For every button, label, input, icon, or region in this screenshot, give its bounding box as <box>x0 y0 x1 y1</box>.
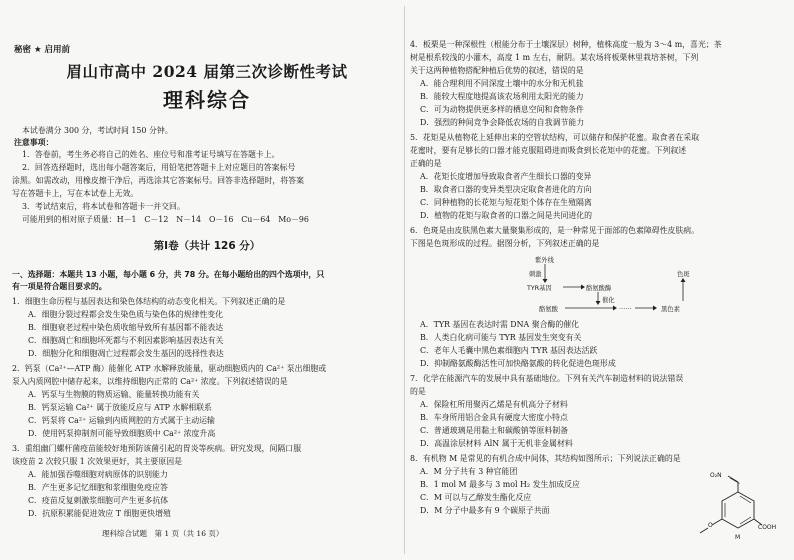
option-b: B．产生更多记忆细胞和浆细胞免疫应答 <box>28 483 168 492</box>
option-c: C．可为动物提供更多样的栖息空间和食物条件 <box>420 105 584 114</box>
mc-instructions: 有一项是符合题目要求的。 <box>12 282 107 291</box>
left-column <box>12 0 402 560</box>
notes-title: 注意事项： <box>14 138 54 147</box>
question-2-stem: 泵入内质网腔中储存起来，以维持细胞内正常的 Ca²⁺ 浓度。下列叙述错误的是 <box>12 377 288 386</box>
option-a: A．钙泵与生物膜的物质运输、能量转换功能有关 <box>28 390 200 399</box>
option-b: B．能较大程度地提高该农场利用太阳光的能力 <box>420 92 584 101</box>
question-4-stem: 关于这两种植物搭配种植后优势的叙述，错误的是 <box>410 66 584 75</box>
option-d: D．M 分子中最多有 9 个碳原子共面 <box>420 506 550 515</box>
question-7-stem: 的是 <box>410 387 426 396</box>
option-b: B．细胞衰老过程中染色质收缩导致所有基因都不能表达 <box>28 323 224 332</box>
gene-label: TYR基因 <box>527 285 552 292</box>
confidential-mark: 秘密 ★ 启用前 <box>14 45 71 55</box>
catalyze-label: 催化 <box>602 297 615 304</box>
note-line: 1．答卷前，考生务必将自己的姓名、座位号和准考证号填写在答题卡上。 <box>22 150 280 159</box>
right-column <box>410 0 786 560</box>
enzyme-label: 酪氨酸酶 <box>586 285 612 292</box>
option-d: D．抗原积累能促进效应 T 细胞更快增殖 <box>28 509 171 518</box>
option-b: B．1 mol M 最多与 3 mol H₂ 发生加成反应 <box>420 480 580 489</box>
option-c: C．钙泵将 Ca²⁺ 运输到内质网腔的方式属于主动运输 <box>28 416 215 425</box>
option-a: A．TYR 基因在表达时需 DNA 聚合酶的催化 <box>420 320 580 329</box>
option-d: D．强烈的种间竞争会降低农场的自我调节能力 <box>420 118 585 127</box>
atomic-mass-line: 可能用到的相对原子质量：H－1 C－12 N－14 O－16 Cu－64 Mo－96 <box>22 215 309 224</box>
spot-label: 色斑 <box>677 271 690 278</box>
molecule-structure <box>692 472 784 544</box>
activate-label: 刺激 <box>529 271 542 278</box>
option-a: A．能合理利用不同深度土壤中的水分和无机盐 <box>420 79 584 88</box>
note-line: 写在答题卡上，写在本试卷上无效。 <box>12 189 139 198</box>
note-line: 2．回答选择题时，选出每小题答案后，用铅笔把答题卡上对应题目的答案标号 <box>22 163 296 172</box>
option-a: A．细胞分裂过程都会发生染色质与染色体的规律性变化 <box>28 310 224 319</box>
melanin-label: 黑色素 <box>661 306 680 313</box>
question-1-stem: 1．细胞生命历程与基因表达和染色体结构的动态变化相关。下列叙述正确的是 <box>12 297 286 306</box>
question-5-stem: 花蜜时，要有足够长的口器才能克服阻碍进而吸食到长花矩中的花蜜。下列叙述 <box>410 146 687 155</box>
question-4-stem: 4．板栗是一种深根性（根能分布于土壤深层）树种，植株高度一般为 3～4 m，喜光；茶 <box>410 40 722 49</box>
option-c: C．同种植物的长花矩与短花矩个体存在生殖隔离 <box>420 198 592 207</box>
uv-label: 紫外线 <box>535 257 554 264</box>
dots-label: …… <box>619 304 632 311</box>
option-c: C．老年人毛囊中黑色素细胞内 TYR 基因表达活跃 <box>420 346 598 355</box>
option-b: B．车身所用铝合金具有硬度大密度小特点 <box>420 413 568 422</box>
exam-subject: 理科综合 <box>163 88 251 112</box>
section-title: 第Ⅰ卷（共计 126 分） <box>153 240 261 252</box>
option-b: B．人类白化病可能与 TYR 基因发生突变有关 <box>420 333 582 342</box>
option-d: D．植物的花矩与取食者的口器之间是共同进化的 <box>420 211 593 220</box>
page-footer: 理科综合试题 第 1 页（共 16 页） <box>102 529 224 538</box>
option-d: D．高温涂层材料 AlN 属于无机非金属材料 <box>420 439 573 448</box>
question-8-stem: 8．有机物 M 是常见的有机合成中间体，其结构如图所示；下列说法正确的是 <box>410 454 681 463</box>
question-6-stem: 下图是色斑形成的过程。据图分析，下列叙述正确的是 <box>410 239 600 248</box>
option-a: A．M 分子共有 3 种官能团 <box>420 467 518 476</box>
question-5-stem: 5．花矩是从植物花上延伸出来的空管状结构，可以储存和保护花蜜。取食者在采取 <box>410 133 700 142</box>
exam-title: 眉山市高中 2024 届第三次诊断性考试 <box>66 62 348 81</box>
option-d: D．抑制酪氨酸酶活性可加快酪氨酸的转化促进色斑形成 <box>420 359 616 368</box>
option-b: B．取食者口器的变异类型决定取食者进化的方向 <box>420 185 592 194</box>
option-c: C．疫苗反复刺激浆细胞可产生更多抗体 <box>28 496 169 505</box>
question-6-stem: 6．色斑是由皮肤黑色素大量聚集形成的，是一种常见于面部的色素障碍性皮肤病。 <box>410 226 700 235</box>
option-a: A．保险杠所用聚丙乙烯是有机高分子材料 <box>420 400 568 409</box>
pigment-formation-diagram <box>505 255 745 317</box>
question-7-stem: 7．化学在能源汽车的发展中具有基础地位。下列有关汽车制造材料的说法错误 <box>410 374 684 383</box>
option-a: A．能加强吞噬细胞对病原体的识别能力 <box>28 470 168 479</box>
methoxy-label: O <box>708 522 713 529</box>
option-a: A．花矩长度增加导致取食者产生细长口器的变异 <box>420 172 592 181</box>
option-b: B．钙泵运输 Ca²⁺ 属于放能反应与 ATP 水解相联系 <box>28 403 212 412</box>
note-line: 涂黑。如需改动，用橡皮擦干净后，再选涂其它答案标号。回答非选择题时，将答案 <box>12 176 304 185</box>
nitro-label: O₂N <box>710 472 722 479</box>
molecule-label: M <box>735 534 741 541</box>
mc-instructions: 一、选择题：本题共 13 小题，每小题 6 分，共 78 分。在每小题给出的四个选项中，只 <box>12 270 325 279</box>
acid-label: COOH <box>758 524 777 531</box>
option-c: C．M 可以与乙醇发生酯化反应 <box>420 493 532 502</box>
tyrosine-label: 酪氨酸 <box>539 306 558 313</box>
question-5-stem: 正确的是 <box>410 159 442 168</box>
question-2-stem: 2．钙泵（Ca²⁺—ATP 酶）能催化 ATP 水解释放能量，驱动细胞质内的 Ca²⁺ 泵出细胞或 <box>12 364 327 373</box>
question-3-stem: 该疫苗 2 次较只服 1 次效果更好，其主要原因是 <box>12 457 182 466</box>
option-d: D．细胞分化和细胞凋亡过程都会发生基因的选择性表达 <box>28 349 224 358</box>
option-c: C．细胞凋亡和细胞坏死都与不利因素影响基因表达有关 <box>28 336 224 345</box>
question-3-stem: 3．重组幽门螺杆菌疫苗能较好地预防该菌引起的胃炎等疾病。研究发现，间隔口服 <box>12 444 302 453</box>
question-4-stem: 树是根系较浅的小灌木，高度 1 m 左右，耐阴。某农场将板栗林里栽培茶树，下列 <box>410 53 699 62</box>
note-line: 3．考试结束后，将本试卷和答题卡一并交回。 <box>22 202 185 211</box>
score-line: 本试卷满分 300 分，考试时间 150 分钟。 <box>22 126 173 135</box>
option-d: D．使用钙泵抑制剂可能导致细胞质中 Ca²⁺ 浓度升高 <box>28 429 216 438</box>
option-c: C．普通玻璃是用黏土和碳酸钠等原料制备 <box>420 426 569 435</box>
column-divider <box>404 6 405 554</box>
